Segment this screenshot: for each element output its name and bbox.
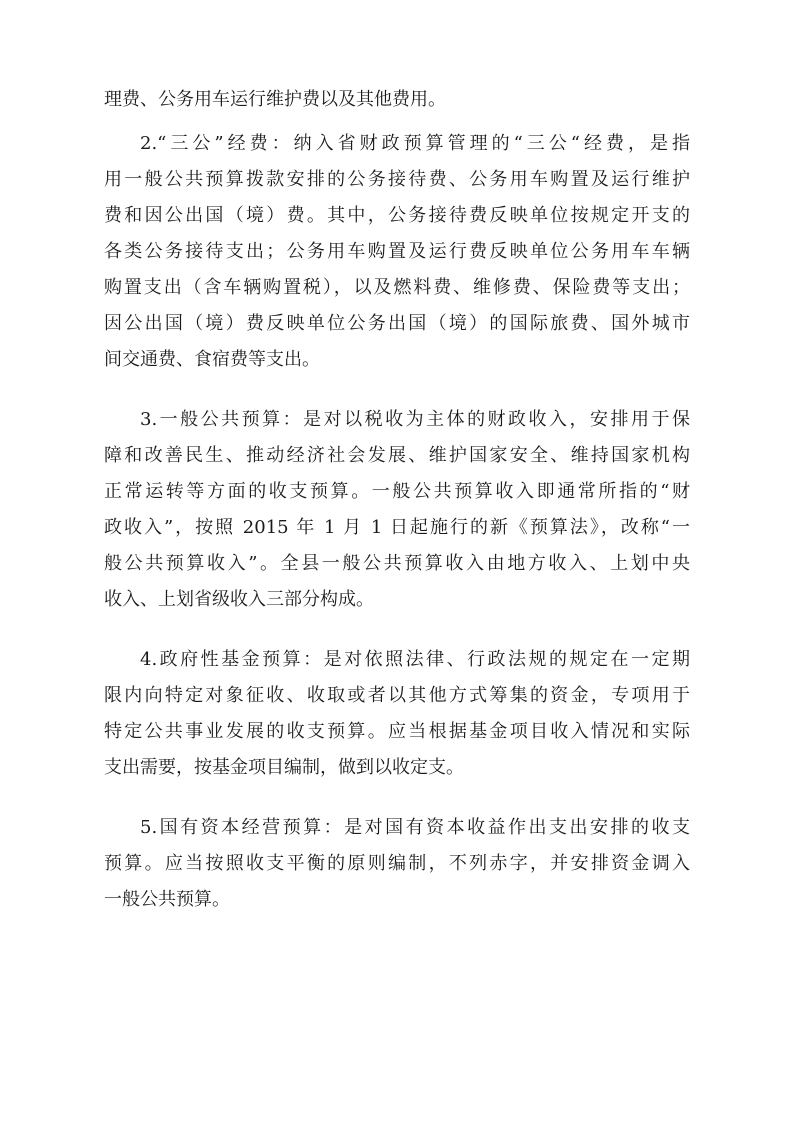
text-line: 收入、上划省级收入三部分构成。 bbox=[104, 589, 374, 610]
paragraph-2-heading-line: 2.“三公”经费：纳入省财政预算管理的“三公“经费，是指 bbox=[140, 133, 690, 154]
text-line: 般公共预算收入”。全县一般公共预算收入由地方收入、上划中央 bbox=[104, 553, 690, 574]
text-line: 用一般公共预算拨款安排的公务接待费、公务用车购置及运行维护 bbox=[104, 169, 690, 190]
text-line: 间交通费、食宿费等支出。 bbox=[104, 349, 320, 370]
text-line: 特定公共事业发展的收支预算。应当根据基金项目收入情况和实际 bbox=[104, 721, 690, 742]
text-line: 支出需要，按基金项目编制，做到以收定支。 bbox=[104, 757, 464, 778]
text-line: 各类公务接待支出；公务用车购置及运行费反映单位公务用车车辆 bbox=[104, 241, 690, 262]
text-line: 因公出国（境）费反映单位公务出国（境）的国际旅费、国外城市 bbox=[104, 313, 690, 334]
text-line: 预算。应当按照收支平衡的原则编制，不列赤字，并安排资金调入 bbox=[104, 853, 690, 874]
text-line: 政收入”，按照 2015 年 1 月 1 日起施行的新《预算法》，改称“一 bbox=[104, 517, 690, 538]
text-line: 购置支出（含车辆购置税），以及燃料费、维修费、保险费等支出； bbox=[104, 277, 690, 298]
text-line: 正常运转等方面的收支预算。一般公共预算收入即通常所指的“财 bbox=[104, 481, 690, 502]
text-line: 费和因公出国（境）费。其中，公务接待费反映单位按规定开支的 bbox=[104, 205, 690, 226]
text-line: 限内向特定对象征收、收取或者以其他方式筹集的资金，专项用于 bbox=[104, 685, 690, 706]
text-line: 理费、公务用车运行维护费以及其他费用。 bbox=[104, 89, 446, 110]
paragraph-4-heading-line: 4.政府性基金预算：是对依照法律、行政法规的规定在一定期 bbox=[140, 649, 690, 670]
text-line: 障和改善民生、推动经济社会发展、维护国家安全、维持国家机构 bbox=[104, 445, 690, 466]
paragraph-5-heading-line: 5.国有资本经营预算：是对国有资本收益作出支出安排的收支 bbox=[140, 817, 690, 838]
paragraph-3-heading-line: 3.一般公共预算：是对以税收为主体的财政收入，安排用于保 bbox=[140, 409, 690, 430]
text-line: 一般公共预算。 bbox=[104, 889, 230, 910]
